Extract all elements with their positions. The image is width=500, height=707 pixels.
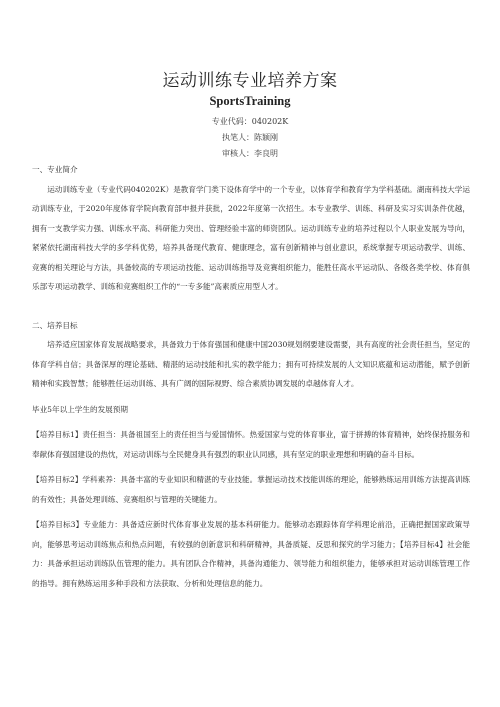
author-line: 执笔人：陈颖刚 — [222, 133, 278, 142]
reviewer-line: 审核人：李良明 — [222, 149, 278, 158]
section-heading-intro: 一、专业简介 — [32, 165, 78, 174]
goal-item-3-4: 【培养目标3】专业能力：具备适应新时代体育事业发展的基本科研能力。能够动态跟踪体育学科理论前沿，正确把握国家政策导向，能够思考运动训练焦点和热点问题，有较强的创新意识和科研精神，具备质疑、反思和探究的学习能力；【培养目标4】社会能力：具备承担运动训练队伍管理的能力。具有团队合作精神，具备沟通能力、领导能力和组织能力，能够承担对运动训练管理工作的指导。拥有熟练运用多种手段和方法获取、分析和处理信息的能力。 — [32, 520, 470, 588]
document-title: 运动训练专业培养方案 — [162, 71, 338, 91]
major-code: 专业代码：040202K — [211, 117, 289, 126]
goal-item-2: 【培养目标2】学科素养：具备丰富的专业知识和精湛的专业技能。掌握运动技术技能训练的理论，能够熟练运用训练方法提高训练的有效性；具备处理训练、竞赛组织与管理的关键能力。 — [32, 475, 470, 504]
section-heading-goal: 二、培养目标 — [32, 320, 78, 330]
intro-paragraph: 运动训练专业（专业代码040202K）是教育学门类下设体育学中的一个专业，以体育学和教育学为学科基础。湖南科技大学运动训练专业，于2020年度体育学院向教育部申报并获批，2022年度第一次招生。本专业教学、训练、科研及实习实训条件优越，拥有一支教学实力强、训练水平高、科研能力突出、管理经验丰富的师资团队。运动训练专业的培养过程以个人职业发展为导向，紧紧依托湖南科技大学的多学科优势，培养具备现代教育、健康理念，富有创新精神与创业意识，系统掌握专项运动教学、训练、竞赛的相关理论与方法，具备较高的专项运动技能、运动训练指导及竞赛组织能力，能胜任高水平运动队、各级各类学校、体育俱乐部专项运动教学、训练和竞赛组织工作的“一专多能”高素质应用型人才。 — [32, 184, 470, 291]
document-subtitle: SportsTraining — [209, 94, 291, 108]
expectation-heading: 毕业5年以上学生的发展预期 — [32, 404, 128, 414]
goal-item-1: 【培养目标1】责任担当：具备祖国至上的责任担当与爱国情怀。热爱国家与党的体育事业，富于拼搏的体育精神，始终保持服务和奉献体育强国建设的热忱，对运动训练与全民健身具有强烈的职业认同感，具有坚定的职业理想和明确的奋斗目标。 — [32, 430, 470, 459]
document-body — [32, 160, 470, 593]
goal-paragraph: 培养适应国家体育发展战略要求，具备致力于体育强国和健康中国2030规划纲要建设需要，具有高度的社会责任担当，坚定的体育学科自信；具备深厚的理论基础、精湛的运动技能和扎实的教学能力；拥有可持续发展的人文知识底蕴和运动潜能，赋予创新精神和实践智慧；能够胜任运动训练、具有广阔的国际视野、综合素质协调发展的卓越体育人才。 — [32, 340, 470, 388]
